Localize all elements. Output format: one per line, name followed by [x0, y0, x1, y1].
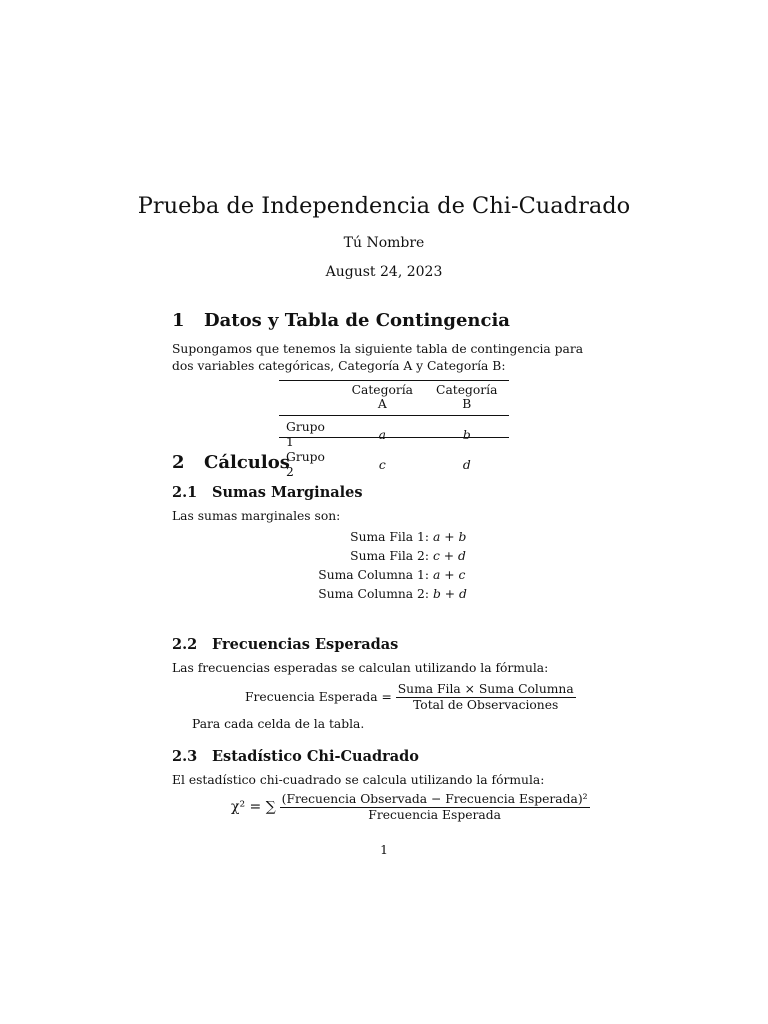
table-cell: a — [378, 427, 386, 442]
subsection-2-2-heading — [172, 636, 398, 653]
author-name: Tú Nombre — [343, 235, 425, 251]
subsection-number: 2.3 — [172, 748, 198, 765]
marginal-sum-value: a + c — [433, 568, 466, 582]
subsection-number: 2.2 — [172, 636, 198, 653]
table-header-row — [279, 381, 509, 416]
row-label: Grupo 1 — [286, 420, 325, 449]
section-title: Cálculos — [204, 452, 290, 473]
subsection-2-3-heading — [172, 748, 419, 765]
chi-square-intro: El estadístico chi-cuadrado se calcula utilizando la fórmula: — [172, 773, 545, 787]
page-number: 1 — [380, 843, 388, 857]
section-1-heading — [172, 310, 510, 331]
marginal-sum-row — [0, 549, 429, 566]
section-number: 1 — [172, 310, 185, 331]
formula-lhs: χ² = ∑ — [231, 799, 276, 815]
formula-numerator: (Frecuencia Observada − Frecuencia Esperada)² — [281, 792, 588, 806]
marginal-sum-value: b + d — [433, 587, 467, 601]
marginal-sums-intro: Las sumas marginales son: — [172, 509, 341, 523]
marginal-sum-row — [0, 568, 429, 585]
formula-lhs: Frecuencia Esperada = — [245, 690, 392, 704]
table-cell: b — [462, 427, 471, 442]
document-date: August 24, 2023 — [325, 264, 443, 280]
row-label: Grupo 2 — [286, 450, 325, 479]
section-2-heading — [172, 452, 290, 473]
expected-frequency-formula — [245, 682, 576, 713]
table-header-cell: Categoría B — [425, 381, 510, 416]
table-header-cell — [279, 381, 340, 416]
subsection-2-1-heading — [172, 484, 363, 501]
chi-square-formula — [231, 792, 590, 823]
section-1-intro: Supongamos que tenemos la siguiente tabla de contingencia para dos variables categóricas, Categoría A y Categoría B: — [172, 342, 584, 373]
subsection-number: 2.1 — [172, 484, 198, 501]
table-cell: c — [378, 457, 386, 472]
table-cell: d — [462, 457, 471, 472]
table-row — [279, 450, 509, 484]
table-row — [279, 416, 509, 451]
marginal-sum-label: Suma Columna 2: — [318, 587, 429, 601]
marginal-sum-label: Suma Columna 1: — [318, 568, 429, 582]
expected-freq-note: Para cada celda de la tabla. — [192, 717, 365, 731]
subsection-title: Frecuencias Esperadas — [212, 636, 399, 653]
table-bottom-rule — [279, 437, 509, 438]
marginal-sum-value: c + d — [433, 549, 466, 563]
marginal-sum-label: Suma Fila 2: — [350, 549, 429, 563]
section-title: Datos y Tabla de Contingencia — [204, 310, 510, 331]
marginal-sum-value: a + b — [433, 530, 467, 544]
marginal-sum-row — [0, 587, 429, 604]
contingency-table — [279, 381, 509, 484]
subsection-title: Sumas Marginales — [212, 484, 363, 501]
formula-denominator: Frecuencia Esperada — [368, 808, 501, 822]
marginal-sum-row — [0, 530, 429, 547]
subsection-title: Estadístico Chi-Cuadrado — [212, 748, 419, 765]
marginal-sum-label: Suma Fila 1: — [350, 530, 429, 544]
document-title: Prueba de Independencia de Chi-Cuadrado — [137, 193, 631, 219]
formula-denominator: Total de Observaciones — [413, 698, 559, 712]
formula-numerator: Suma Fila × Suma Columna — [397, 682, 574, 696]
expected-freq-intro: Las frecuencias esperadas se calculan utilizando la fórmula: — [172, 661, 549, 675]
formula-fraction — [280, 792, 590, 823]
formula-fraction — [396, 682, 576, 713]
table-header-cell: Categoría A — [340, 381, 424, 416]
section-number: 2 — [172, 452, 185, 473]
